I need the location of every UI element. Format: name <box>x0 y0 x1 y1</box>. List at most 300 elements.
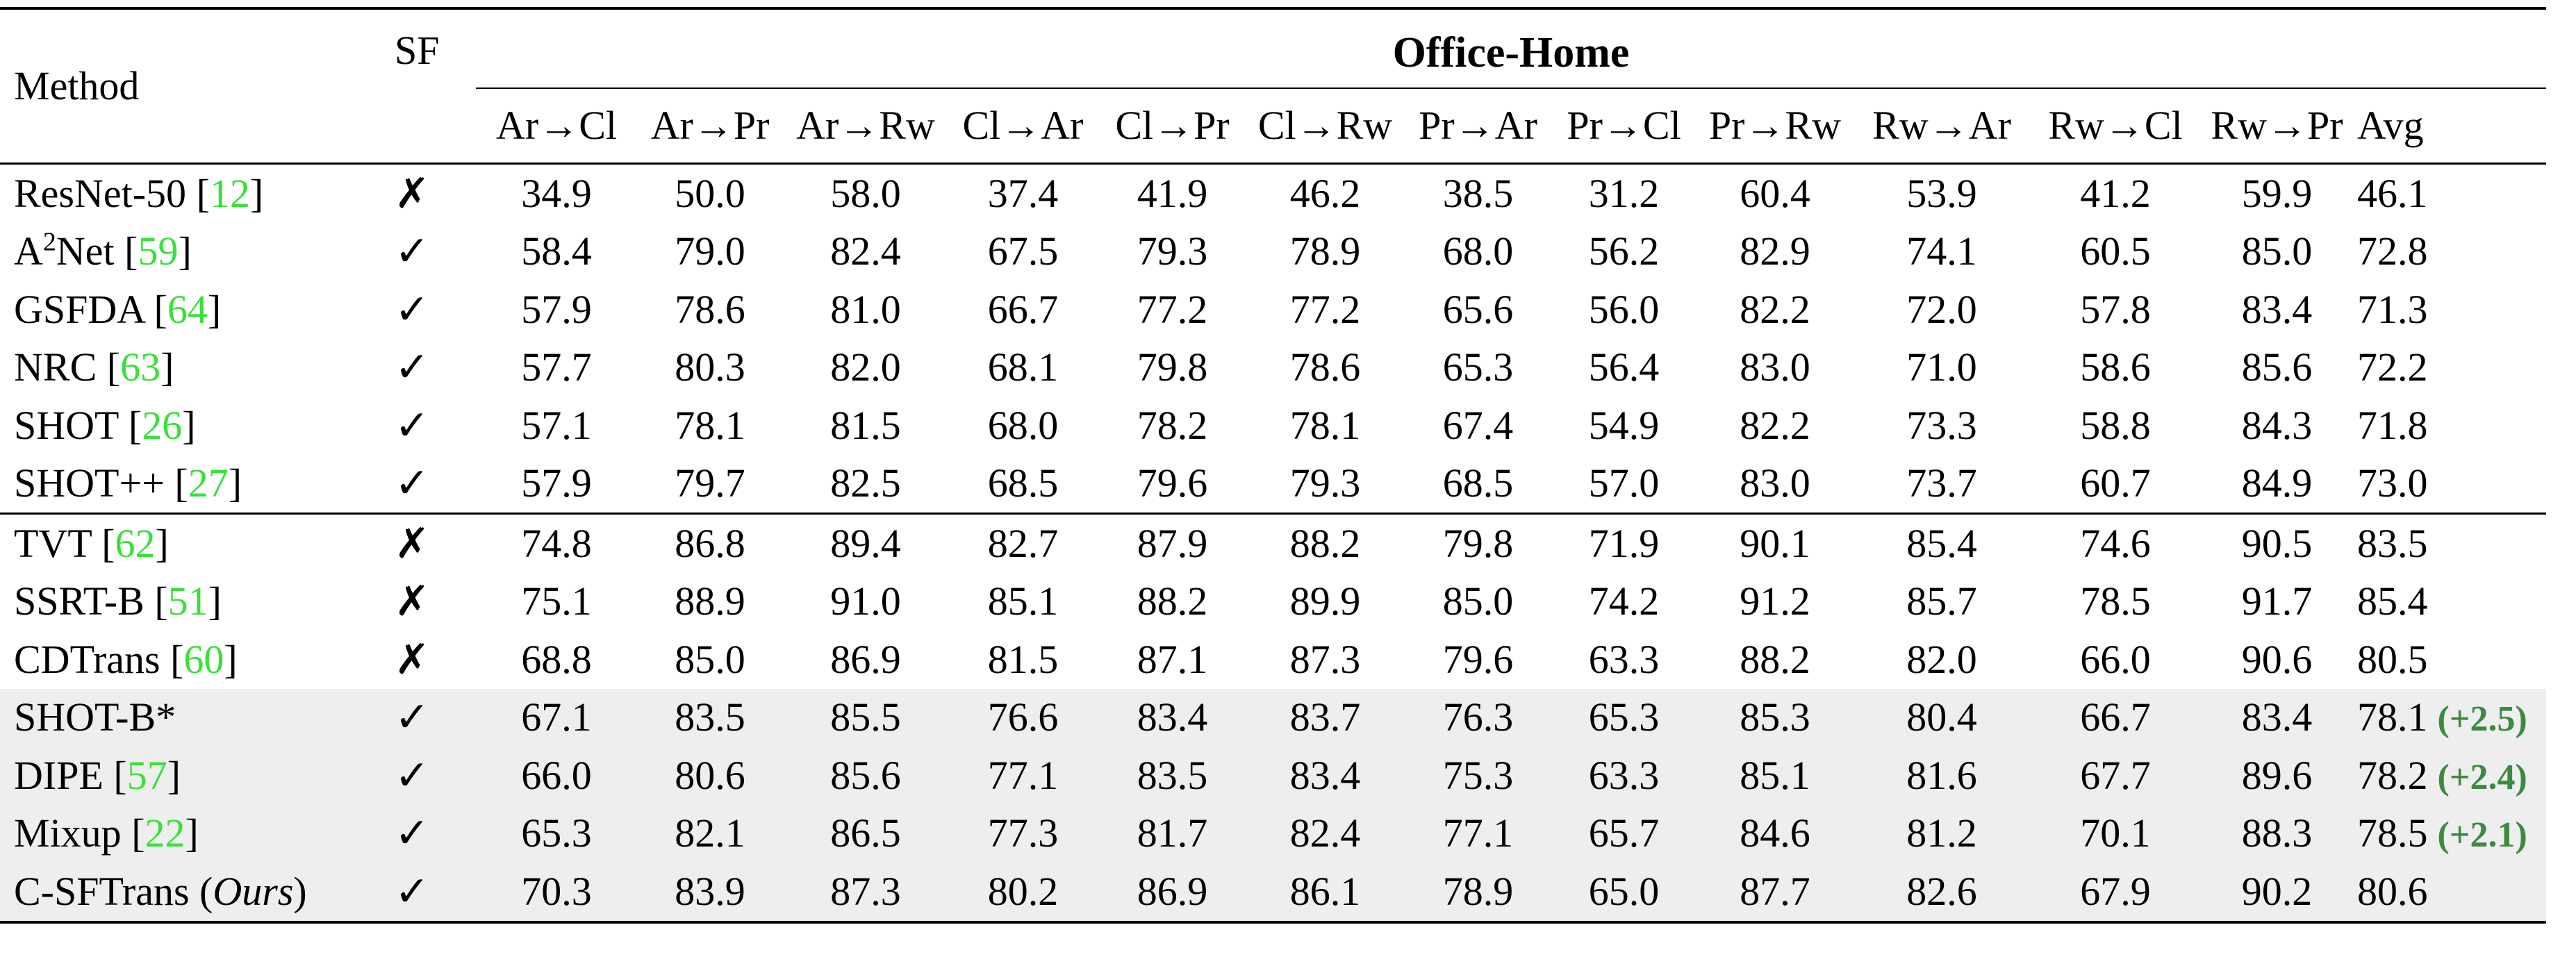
value-cell <box>1553 689 1695 747</box>
value-text: 67.7 <box>2080 752 2151 798</box>
avg-cell <box>2352 339 2546 397</box>
value-text: 89.4 <box>830 520 901 566</box>
value-cell <box>948 164 1098 223</box>
check-icon: ✓ <box>395 228 430 275</box>
avg-cell <box>2352 862 2546 921</box>
value-text: 82.5 <box>830 460 901 506</box>
value-text: 65.3 <box>521 810 592 856</box>
avg-cell <box>2352 805 2546 863</box>
value-cell <box>637 514 783 573</box>
method-name: TVT <box>14 520 92 566</box>
column-header: Pr→Rw <box>1695 88 1855 162</box>
value-text: 89.6 <box>2241 752 2313 798</box>
table-row <box>0 862 2546 921</box>
citation-link[interactable]: 27 <box>188 460 229 506</box>
value-cell <box>1695 573 1855 631</box>
value-cell <box>1403 223 1553 281</box>
value-text: 86.9 <box>830 636 901 682</box>
value-cell <box>1098 514 1247 573</box>
value-text: 66.0 <box>2080 636 2151 682</box>
value-text: 79.3 <box>1137 228 1208 274</box>
value-cell <box>1403 747 1553 805</box>
value-text: 74.6 <box>2080 520 2151 566</box>
table-row <box>0 339 2546 397</box>
method-name: C-SFTrans ( <box>14 868 213 914</box>
table-row <box>0 397 2546 455</box>
value-text: 82.0 <box>1906 636 1977 682</box>
value-text: 58.0 <box>830 170 901 216</box>
value-cell <box>2202 455 2352 513</box>
value-cell <box>1247 223 1403 281</box>
value-cell <box>948 689 1098 747</box>
value-text: 88.2 <box>1137 578 1208 624</box>
value-text: 81.0 <box>830 286 901 332</box>
value-text: 66.0 <box>521 752 592 798</box>
value-text: 83.0 <box>1740 344 1810 390</box>
value-cell <box>2202 223 2352 281</box>
value-cell <box>1855 805 2029 863</box>
value-text: 60.4 <box>1740 170 1810 216</box>
value-text: 86.5 <box>830 810 901 856</box>
value-text: 80.2 <box>987 868 1059 914</box>
value-text: 84.3 <box>2241 402 2313 448</box>
value-cell <box>2202 573 2352 631</box>
value-text: 78.2 <box>2357 752 2428 798</box>
value-cell <box>1695 689 1855 747</box>
value-cell <box>2029 747 2202 805</box>
value-cell <box>1098 164 1247 223</box>
value-cell <box>476 631 637 689</box>
value-cell <box>1695 805 1855 863</box>
value-text: 67.9 <box>2080 868 2151 914</box>
avg-cell <box>2352 281 2546 339</box>
value-text: 90.6 <box>2241 636 2313 682</box>
column-header: Cl→Rw <box>1247 88 1403 162</box>
value-text: 78.2 <box>1137 402 1208 448</box>
method-cell: $A^2Net$ [59] <box>14 227 192 274</box>
value-cell <box>948 281 1098 339</box>
value-text: 76.6 <box>987 694 1059 740</box>
value-text: 85.0 <box>2241 228 2313 274</box>
value-text: 85.4 <box>1906 520 1977 566</box>
column-header: Avg <box>2352 88 2546 162</box>
value-cell <box>783 514 948 573</box>
column-header: Cl→Ar <box>948 88 1098 162</box>
value-text: 65.3 <box>1588 694 1660 740</box>
value-text: 84.6 <box>1740 810 1810 856</box>
citation-link[interactable]: 57 <box>126 752 167 798</box>
method-cell: SHOT++ [27] <box>14 460 242 506</box>
method-name: GSFDA <box>14 286 144 332</box>
value-text: 60.5 <box>2080 228 2151 274</box>
value-cell <box>1247 397 1403 455</box>
value-text: 80.4 <box>1906 694 1977 740</box>
value-cell <box>2202 805 2352 863</box>
avg-cell <box>2352 514 2546 573</box>
table-row <box>0 223 2546 281</box>
value-text: 77.1 <box>1442 810 1514 856</box>
value-cell <box>1553 455 1695 513</box>
value-text: 54.9 <box>1588 402 1660 448</box>
method-name: DIPE <box>14 752 104 798</box>
value-text: 81.2 <box>1906 810 1977 856</box>
value-text: 72.0 <box>1906 286 1977 332</box>
citation-link[interactable]: 63 <box>120 344 161 390</box>
value-cell <box>1553 397 1695 455</box>
method-cell: CDTrans [60] <box>14 636 238 682</box>
table-row <box>0 631 2546 689</box>
value-text: 80.6 <box>675 752 745 798</box>
value-cell <box>476 862 637 921</box>
value-text: 82.4 <box>830 228 901 274</box>
value-text: 81.6 <box>1906 752 1977 798</box>
value-cell <box>1695 339 1855 397</box>
table-row <box>0 573 2546 631</box>
value-text: 57.7 <box>521 344 592 390</box>
citation-link[interactable]: 60 <box>183 636 224 682</box>
citation-link[interactable]: 59 <box>138 228 179 274</box>
value-text: 75.1 <box>521 578 592 624</box>
avg-cell <box>2352 573 2546 631</box>
value-cell <box>1855 862 2029 921</box>
value-text: 78.9 <box>1289 228 1361 274</box>
value-cell <box>1855 281 2029 339</box>
value-text: 85.6 <box>830 752 901 798</box>
value-text: 53.9 <box>1906 170 1977 216</box>
column-header: Ar→Pr <box>637 88 783 162</box>
value-cell <box>1247 689 1403 747</box>
column-header: Ar→Rw <box>783 88 948 162</box>
method-name: SHOT-B* <box>14 694 176 740</box>
method-cell <box>0 689 389 747</box>
value-cell <box>1855 747 2029 805</box>
value-text: 82.2 <box>1740 286 1810 332</box>
value-text: 91.2 <box>1740 578 1810 624</box>
value-text: 79.8 <box>1137 344 1208 390</box>
value-text: 50.0 <box>675 170 745 216</box>
value-text: 41.9 <box>1137 170 1208 216</box>
value-text: 91.0 <box>830 578 901 624</box>
value-text: 85.6 <box>2241 344 2313 390</box>
value-cell <box>783 862 948 921</box>
value-text: 56.0 <box>1588 286 1660 332</box>
value-cell <box>1247 339 1403 397</box>
value-cell <box>1695 514 1855 573</box>
value-text: 83.4 <box>1137 694 1208 740</box>
value-text: 85.7 <box>1906 578 1977 624</box>
value-cell <box>1695 223 1855 281</box>
value-cell <box>476 281 637 339</box>
value-cell <box>1553 339 1695 397</box>
value-cell <box>948 514 1098 573</box>
column-header: Ar→Cl <box>476 88 637 162</box>
gain-badge: (+2.4) <box>2437 757 2527 797</box>
method-cell: ResNet-50 [12] <box>14 170 264 216</box>
value-cell <box>1403 514 1553 573</box>
value-text: 78.1 <box>675 402 745 448</box>
value-cell <box>2029 514 2202 573</box>
value-text: 57.8 <box>2080 286 2151 332</box>
method-name-suffix: ) <box>293 868 307 914</box>
value-text: 70.3 <box>521 868 592 914</box>
value-text: 59.9 <box>2241 170 2313 216</box>
method-name-suffix: Net <box>56 228 115 274</box>
cross-icon: ✗ <box>395 520 430 567</box>
value-text: 78.5 <box>2080 578 2151 624</box>
value-cell <box>1247 805 1403 863</box>
citation-link[interactable]: 62 <box>115 520 156 566</box>
value-text: 77.1 <box>987 752 1059 798</box>
value-cell <box>948 631 1098 689</box>
method-cell: SHOT [26] <box>14 402 196 448</box>
method-cell: NRC [63] <box>14 344 174 390</box>
value-cell <box>1098 455 1247 513</box>
check-icon: ✓ <box>395 344 430 391</box>
value-cell <box>476 455 637 513</box>
value-text: 73.3 <box>1906 402 1977 448</box>
value-cell <box>1403 397 1553 455</box>
value-cell <box>2202 281 2352 339</box>
method-cell: Mixup [22] <box>0 805 389 863</box>
value-text: 82.7 <box>987 520 1059 566</box>
value-cell <box>637 281 783 339</box>
value-cell <box>2029 805 2202 863</box>
value-text: 77.2 <box>1289 286 1361 332</box>
check-icon: ✓ <box>389 689 476 747</box>
value-text: 72.8 <box>2357 228 2428 274</box>
method-name: SSRT-B <box>14 578 145 624</box>
value-text: 77.2 <box>1137 286 1208 332</box>
value-cell <box>1553 164 1695 223</box>
value-text: 65.7 <box>1588 810 1660 856</box>
value-cell <box>1553 747 1695 805</box>
value-text: 76.3 <box>1442 694 1514 740</box>
value-text: 46.1 <box>2357 170 2428 216</box>
value-text: 87.9 <box>1137 520 1208 566</box>
value-text: 57.0 <box>1588 460 1660 506</box>
value-cell <box>1403 455 1553 513</box>
value-text: 80.3 <box>675 344 745 390</box>
value-cell <box>783 747 948 805</box>
value-cell <box>1098 573 1247 631</box>
value-cell <box>1855 223 2029 281</box>
value-text: 79.0 <box>675 228 745 274</box>
value-cell <box>2202 164 2352 223</box>
value-cell <box>783 805 948 863</box>
value-cell <box>783 164 948 223</box>
value-text: 79.8 <box>1442 520 1514 566</box>
table-row <box>0 514 2546 573</box>
value-cell <box>2029 631 2202 689</box>
gain-badge: (+2.1) <box>2437 815 2527 856</box>
value-text: 83.4 <box>2241 694 2313 740</box>
method-name: Mixup <box>14 810 122 856</box>
value-cell <box>2202 397 2352 455</box>
value-cell <box>948 747 1098 805</box>
value-text: 85.0 <box>1442 578 1514 624</box>
method-name: SHOT++ <box>14 460 165 506</box>
citation-link[interactable]: 64 <box>167 286 208 332</box>
value-text: 65.0 <box>1588 868 1660 914</box>
value-text: 83.5 <box>2357 520 2428 566</box>
value-cell <box>948 397 1098 455</box>
citation-link[interactable]: 22 <box>145 810 185 856</box>
value-cell <box>1403 573 1553 631</box>
method-name: SHOT <box>14 402 119 448</box>
value-text: 72.2 <box>2357 344 2428 390</box>
value-cell <box>948 573 1098 631</box>
check-icon: ✓ <box>389 747 476 805</box>
value-text: 58.6 <box>2080 344 2151 390</box>
value-cell <box>1695 747 1855 805</box>
column-header: Rw→Pr <box>2202 88 2352 162</box>
value-cell <box>783 573 948 631</box>
value-text: 68.5 <box>1442 460 1514 506</box>
value-cell <box>1855 689 2029 747</box>
method-cell: DIPE [57] <box>0 747 389 805</box>
avg-cell <box>2352 747 2546 805</box>
avg-cell <box>2352 223 2546 281</box>
value-text: 90.2 <box>2241 868 2313 914</box>
value-cell <box>783 631 948 689</box>
value-text: 80.5 <box>2357 636 2428 682</box>
value-cell <box>1553 631 1695 689</box>
value-cell <box>476 397 637 455</box>
value-text: 87.3 <box>830 868 901 914</box>
value-cell <box>1695 397 1855 455</box>
value-text: 60.7 <box>2080 460 2151 506</box>
value-cell <box>1553 862 1695 921</box>
value-text: 67.4 <box>1442 402 1514 448</box>
value-text: 83.9 <box>675 868 745 914</box>
value-cell <box>1855 455 2029 513</box>
value-text: 73.0 <box>2357 460 2428 506</box>
value-cell <box>1098 339 1247 397</box>
value-text: 78.9 <box>1442 868 1514 914</box>
value-cell <box>2029 339 2202 397</box>
value-text: 85.0 <box>675 636 745 682</box>
value-text: 79.6 <box>1442 636 1514 682</box>
value-cell <box>1695 631 1855 689</box>
value-cell <box>1855 397 2029 455</box>
value-cell <box>2029 689 2202 747</box>
value-cell <box>2029 164 2202 223</box>
method-cell: TVT [62] <box>14 520 169 566</box>
value-text: 82.0 <box>830 344 901 390</box>
table-row <box>0 455 2546 513</box>
method-name: ResNet-50 <box>14 170 187 216</box>
check-icon: ✓ <box>395 460 430 507</box>
avg-cell <box>2352 689 2546 747</box>
avg-cell <box>2352 164 2546 223</box>
value-cell <box>1695 455 1855 513</box>
value-text: 87.1 <box>1137 636 1208 682</box>
value-text: 82.2 <box>1740 402 1810 448</box>
value-cell <box>1403 281 1553 339</box>
value-text: 78.5 <box>2357 810 2428 856</box>
value-cell <box>1098 747 1247 805</box>
value-cell <box>637 397 783 455</box>
value-text: 57.1 <box>521 402 592 448</box>
value-cell <box>1403 805 1553 863</box>
value-text: 88.2 <box>1289 520 1361 566</box>
value-cell <box>1247 514 1403 573</box>
method-italic: Ours <box>213 868 294 914</box>
value-text: 82.6 <box>1906 868 1977 914</box>
value-cell <box>2029 862 2202 921</box>
value-cell <box>1098 862 1247 921</box>
value-cell <box>1403 164 1553 223</box>
value-text: 34.9 <box>521 170 592 216</box>
value-text: 78.6 <box>675 286 745 332</box>
value-cell <box>1553 281 1695 339</box>
citation-link[interactable]: 26 <box>142 402 183 448</box>
value-text: 57.9 <box>521 286 592 332</box>
value-text: 90.5 <box>2241 520 2313 566</box>
value-cell <box>1247 573 1403 631</box>
value-text: 74.2 <box>1588 578 1660 624</box>
method-name: A <box>14 228 43 274</box>
sf-header: SF <box>395 28 440 73</box>
cross-icon: ✗ <box>395 578 430 625</box>
value-text: 80.6 <box>2357 868 2428 914</box>
value-cell <box>2029 281 2202 339</box>
value-cell <box>1247 862 1403 921</box>
value-cell <box>948 862 1098 921</box>
value-cell <box>783 455 948 513</box>
value-text: 46.2 <box>1289 170 1361 216</box>
value-text: 75.3 <box>1442 752 1514 798</box>
value-cell <box>1553 223 1695 281</box>
value-text: 71.8 <box>2357 402 2428 448</box>
value-text: 81.7 <box>1137 810 1208 856</box>
value-cell <box>637 862 783 921</box>
value-cell <box>476 689 637 747</box>
value-text: 56.4 <box>1588 344 1660 390</box>
value-text: 91.7 <box>2241 578 2313 624</box>
value-text: 82.9 <box>1740 228 1810 274</box>
value-cell <box>476 747 637 805</box>
value-text: 74.8 <box>521 520 592 566</box>
citation-link[interactable]: 12 <box>209 170 250 216</box>
value-cell <box>637 573 783 631</box>
value-cell <box>948 339 1098 397</box>
office-home-results-table <box>0 7 2546 924</box>
value-text: 57.9 <box>521 460 592 506</box>
value-cell <box>476 339 637 397</box>
value-text: 68.5 <box>987 460 1059 506</box>
value-text: 68.8 <box>521 636 592 682</box>
citation-link[interactable]: 51 <box>167 578 208 624</box>
value-text: 78.1 <box>1289 402 1361 448</box>
value-text: 67.5 <box>987 228 1059 274</box>
value-cell <box>637 339 783 397</box>
value-text: 63.3 <box>1588 752 1660 798</box>
value-text: 74.1 <box>1906 228 1977 274</box>
column-header: Pr→Ar <box>1403 88 1553 162</box>
value-cell <box>1855 339 2029 397</box>
value-cell <box>1403 689 1553 747</box>
value-cell <box>476 223 637 281</box>
value-text: 38.5 <box>1442 170 1514 216</box>
value-cell <box>476 514 637 573</box>
gain-badge: (+2.5) <box>2437 699 2527 740</box>
value-text: 88.2 <box>1740 636 1810 682</box>
value-text: 86.9 <box>1137 868 1208 914</box>
value-cell <box>2202 747 2352 805</box>
value-cell <box>1855 164 2029 223</box>
value-text: 78.6 <box>1289 344 1361 390</box>
